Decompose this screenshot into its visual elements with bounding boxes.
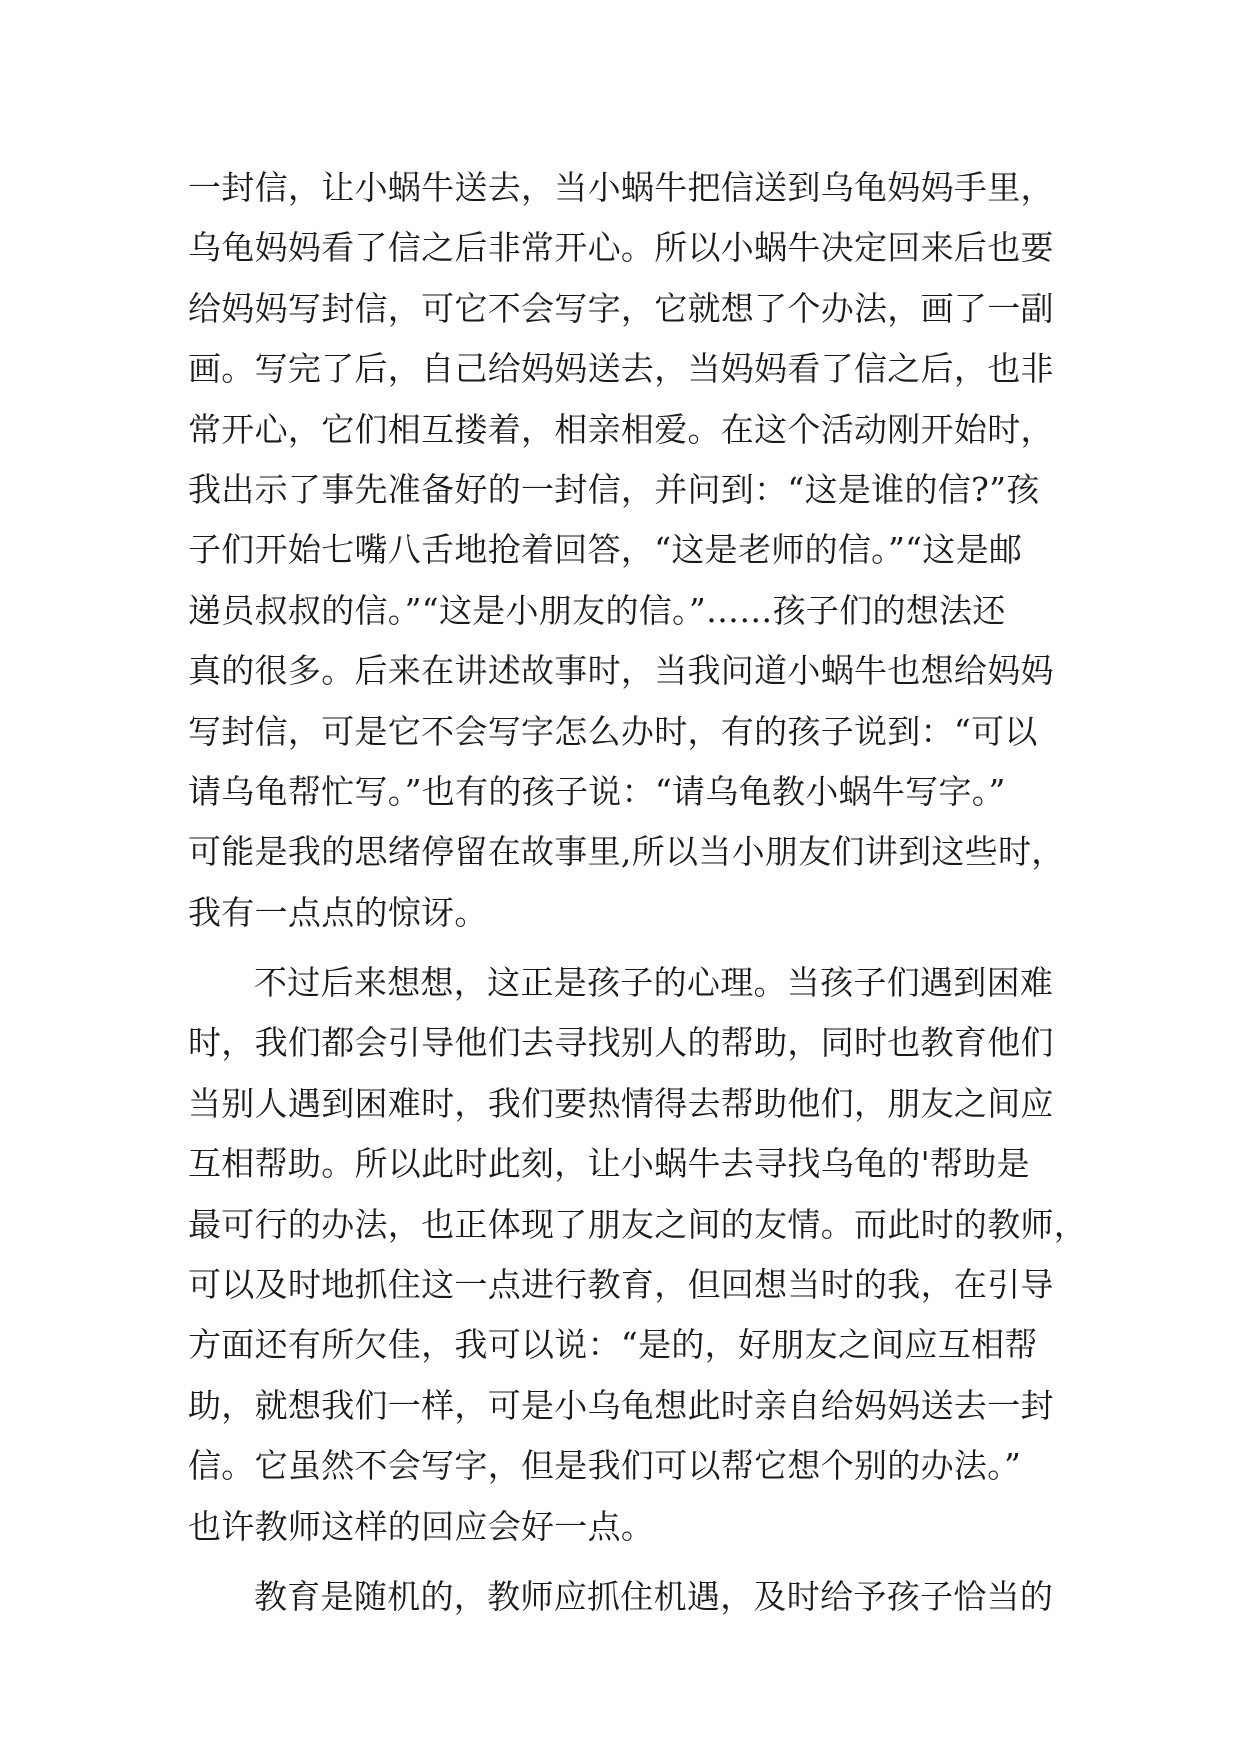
paragraph-line: 写封信，可是它不会写字怎么办时，有的孩子说到：“可以 <box>188 711 1038 751</box>
paragraph-line: 当别人遇到困难时，我们要热情得去帮助他们，朋友之间应 <box>188 1083 1054 1123</box>
paragraph-line: 可能是我的思绪停留在故事里,所以当小朋友们讲到这些时， <box>188 832 1065 872</box>
paragraph-line: 递员叔叔的信。”“这是小朋友的信。”……孩子们的想法还 <box>188 590 1006 630</box>
paragraph-gap <box>188 943 1048 953</box>
paragraph-line: 我出示了事先准备好的一封信，并问到：“这是谁的信?”孩 <box>188 469 1040 509</box>
paragraph-line: 最可行的办法，也正体现了朋友之间的友情。而此时的教师， <box>188 1204 1088 1244</box>
paragraph-line: 互相帮助。所以此时此刻，让小蜗牛去寻找乌龟的'帮助是 <box>188 1144 1030 1184</box>
paragraph-line: 乌龟妈妈看了信之后非常开心。所以小蜗牛决定回来后也要 <box>188 228 1054 268</box>
paragraph-line: 真的很多。后来在讲述故事时，当我问道小蜗牛也想给妈妈 <box>188 651 1054 691</box>
paragraph-line: 我有一点点的惊讶。 <box>188 892 488 932</box>
paragraph-first-line: 教育是随机的，教师应抓住机遇，及时给予孩子恰当的 <box>254 1576 1054 1616</box>
paragraph-line: 一封信，让小蜗牛送去，当小蜗牛把信送到乌龟妈妈手里， <box>188 168 1054 207</box>
paragraph-line: 常开心，它们相互搂着，相亲相爱。在这个活动刚开始时， <box>188 409 1054 449</box>
paragraph-line: 画。写完了后，自己给妈妈送去，当妈妈看了信之后，也非 <box>188 349 1054 389</box>
paragraph-line: 助，就想我们一样，可是小乌龟想此时亲自给妈妈送去一封 <box>188 1385 1054 1425</box>
body-text <box>188 158 1088 1627</box>
paragraph-first-line: 不过后来想想，这正是孩子的心理。当孩子们遇到困难 <box>254 963 1054 1003</box>
paragraph-line: 也许教师这样的回应会好一点。 <box>188 1506 655 1546</box>
paragraph-gap <box>188 1557 1048 1567</box>
paragraph-line: 可以及时地抓住这一点进行教育，但回想当时的我，在引导 <box>188 1265 1054 1305</box>
paragraph-line: 请乌龟帮忙写。”也有的孩子说：“请乌龟教小蜗牛写字。” <box>188 771 1006 811</box>
paragraph-line: 方面还有所欠佳，我可以说：“是的，好朋友之间应互相帮 <box>188 1325 1038 1365</box>
paragraph-line: 时，我们都会引导他们去寻找别人的帮助，同时也教育他们 <box>188 1023 1054 1063</box>
paragraph-line: 子们开始七嘴八舌地抢着回答，“这是老师的信。”“这是邮 <box>188 530 1023 570</box>
paragraph-line: 给妈妈写封信，可它不会写字，它就想了个办法，画了一副 <box>188 288 1054 328</box>
paragraph-line: 信。它虽然不会写字，但是我们可以帮它想个别的办法。” <box>188 1446 1022 1486</box>
